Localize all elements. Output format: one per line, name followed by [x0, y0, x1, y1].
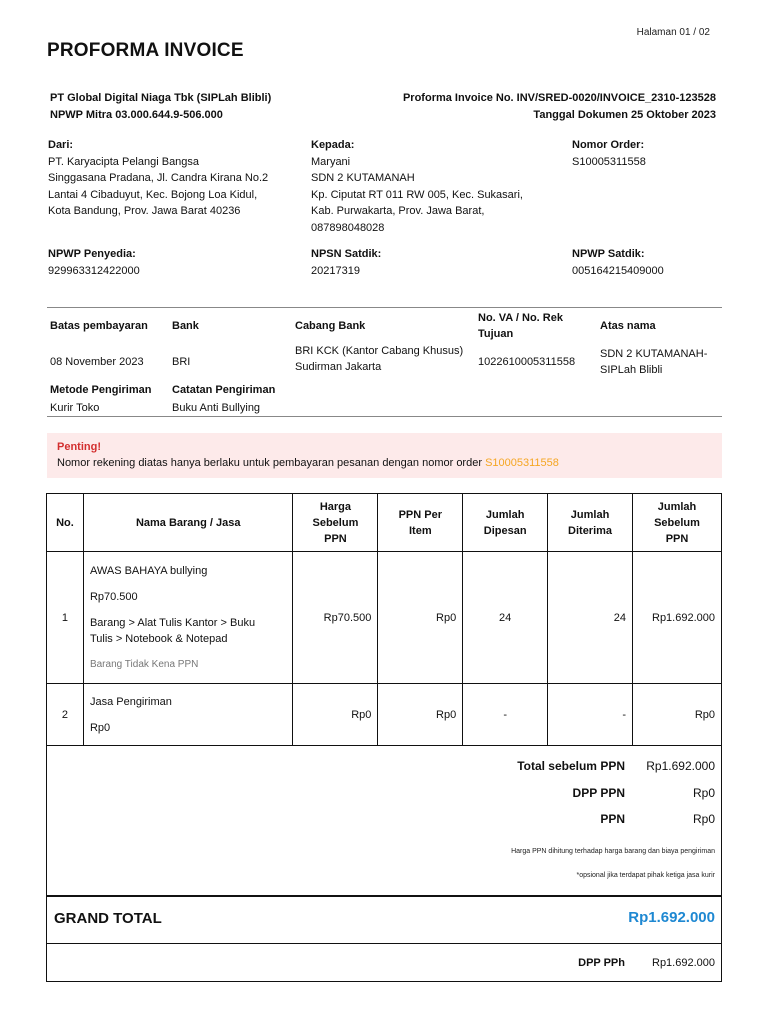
notice-title: Penting!: [57, 441, 101, 453]
from-line: Lantai 4 Cibaduyut, Kec. Bojong Loa Kidul,: [48, 188, 258, 201]
bank-label: Bank: [172, 320, 199, 332]
from-line: Kota Bandung, Prov. Jawa Barat 40236: [48, 205, 241, 217]
dpp-pph-value: Rp1.692.000: [652, 957, 715, 969]
seller-info: [50, 90, 271, 124]
subtotal-label: Total sebelum PPN: [517, 759, 625, 773]
col-header-no: No.: [47, 494, 84, 552]
holder-value-line: SDN 2 KUTAMANAH-: [600, 348, 708, 360]
item-unit-price: Rp0: [89, 721, 111, 734]
notice-text: Nomor rekening diatas hanya berlaku untuk pembayaran pesanan dengan nomor order: [57, 457, 482, 469]
seller-npwp: NPWP Mitra 03.000.644.9-506.000: [50, 109, 223, 121]
row-price: Rp0: [293, 684, 378, 746]
row-price: Rp70.500: [293, 552, 378, 684]
row-no: 1: [47, 552, 84, 684]
from-label: Dari:: [48, 139, 74, 151]
to-line: Kp. Ciputat RT 011 RW 005, Kec. Sukasari,: [311, 188, 523, 201]
npsn-satdik-label: NPSN Satdik:: [311, 248, 382, 260]
item-tax-note: Barang Tidak Kena PPN: [89, 658, 199, 670]
npsn-satdik-block: [311, 246, 381, 279]
npwp-satdik-block: [572, 246, 664, 279]
npwp-satdik-label: NPWP Satdik:: [572, 248, 645, 260]
npwp-penyedia-value: 929963312422000: [48, 264, 140, 277]
row-ordered: -: [463, 684, 548, 746]
row-ppn: Rp0: [378, 684, 463, 746]
npsn-satdik-value: 20217319: [311, 264, 360, 277]
invoice-meta: [403, 90, 716, 124]
npwp-penyedia-label: NPWP Penyedia:: [48, 248, 136, 260]
invoice-number: Proforma Invoice No. INV/SRED-0020/INVOICE_2310-123528: [402, 92, 716, 104]
col-header-name: Nama Barang / Jasa: [83, 494, 293, 552]
table-header-row: [47, 494, 722, 552]
due-label: Batas pembayaran: [50, 320, 148, 332]
subtotal-value: Rp1.692.000: [646, 759, 715, 773]
divider: [47, 307, 722, 308]
holder-value-line: SIPLah Blibli: [600, 364, 663, 376]
holder-label: Atas nama: [600, 320, 656, 332]
from-line: PT. Karyacipta Pelangi Bangsa: [48, 155, 200, 168]
col-header-total: Jumlah Sebelum PPN: [633, 494, 722, 552]
col-header-price: Harga Sebelum PPN: [293, 494, 378, 552]
dpp-pph-section: [46, 944, 722, 982]
ppn-note: Harga PPN dihitung terhadap harga barang dan biaya pengiriman: [511, 848, 715, 855]
va-label: [478, 310, 563, 342]
dpp-ppn-value: Rp0: [692, 786, 715, 800]
item-name: Jasa Pengiriman: [89, 695, 172, 708]
to-line: Maryani: [311, 155, 351, 168]
holder-value: [600, 346, 707, 378]
to-block: [311, 137, 523, 236]
va-value: 1022610005311558: [478, 356, 576, 368]
dpp-pph-label: DPP PPh: [578, 957, 625, 969]
page-number: Halaman 01 / 02: [636, 27, 710, 38]
ship-note-value: Buku Anti Bullying: [172, 402, 261, 414]
to-line: Kab. Purwakarta, Prov. Jawa Barat,: [311, 205, 485, 217]
bank-value: BRI: [172, 356, 191, 368]
va-label-line: No. VA / No. Rek: [478, 312, 563, 324]
notice-order-number: S10005311558: [485, 457, 559, 469]
row-item: [83, 684, 293, 746]
row-received: 24: [548, 552, 633, 684]
npwp-penyedia-block: [48, 246, 140, 279]
col-header-ppn: PPN Per Item: [378, 494, 463, 552]
item-unit-price: Rp70.500: [89, 590, 138, 603]
order-block: [572, 137, 646, 170]
row-item: [83, 552, 293, 684]
to-label: Kepada:: [311, 139, 355, 151]
row-ordered: 24: [463, 552, 548, 684]
row-total: Rp1.692.000: [633, 552, 722, 684]
invoice-date: Tanggal Dokumen 25 Oktober 2023: [533, 109, 716, 121]
dpp-ppn-label: DPP PPN: [572, 786, 625, 800]
courier-note: *opsional jika terdapat pihak ketiga jasa kurir: [576, 872, 715, 879]
to-line: SDN 2 KUTAMANAH: [311, 172, 415, 184]
grand-total-section: [46, 896, 722, 944]
totals-section: [46, 745, 722, 896]
items-table: [46, 493, 722, 746]
branch-value-line: BRI KCK (Kantor Cabang Khusus): [295, 345, 464, 357]
from-block: [48, 137, 268, 220]
row-no: 2: [47, 684, 84, 746]
row-ppn: Rp0: [378, 552, 463, 684]
notice-banner: [47, 433, 722, 478]
due-value: 08 November 2023: [50, 356, 144, 368]
npwp-satdik-value: 005164215409000: [572, 264, 664, 277]
to-line: 087898048028: [311, 221, 385, 234]
ppn-label: PPN: [600, 812, 625, 826]
ship-note-label: Catatan Pengiriman: [172, 384, 276, 396]
ppn-value: Rp0: [692, 812, 715, 826]
branch-value: [295, 343, 463, 375]
grand-total-value: Rp1.692.000: [628, 909, 715, 926]
va-label-line: Tujuan: [478, 328, 514, 340]
from-line: Singgasana Pradana, Jl. Candra Kirana No.2: [48, 172, 269, 184]
row-received: -: [548, 684, 633, 746]
col-header-ordered: Jumlah Dipesan: [463, 494, 548, 552]
order-value: S10005311558: [572, 155, 646, 168]
branch-label: Cabang Bank: [295, 320, 366, 332]
notice-text-line: [57, 455, 712, 471]
col-header-received: Jumlah Diterima: [548, 494, 633, 552]
table-row: [47, 684, 722, 746]
item-category: Tulis > Notebook & Notepad: [89, 632, 228, 645]
seller-name: PT Global Digital Niaga Tbk (SIPLah Blibli): [50, 92, 272, 104]
divider: [47, 416, 722, 417]
grand-total-label: GRAND TOTAL: [54, 910, 162, 927]
branch-value-line: Sudirman Jakarta: [295, 361, 382, 373]
order-label: Nomor Order:: [572, 139, 645, 151]
item-category: Barang > Alat Tulis Kantor > Buku: [89, 616, 256, 629]
page-title: PROFORMA INVOICE: [47, 40, 244, 61]
ship-method-label: Metode Pengiriman: [50, 384, 152, 396]
table-row: [47, 552, 722, 684]
row-total: Rp0: [633, 684, 722, 746]
ship-method-value: Kurir Toko: [50, 402, 100, 414]
item-name: AWAS BAHAYA bullying: [89, 564, 208, 577]
